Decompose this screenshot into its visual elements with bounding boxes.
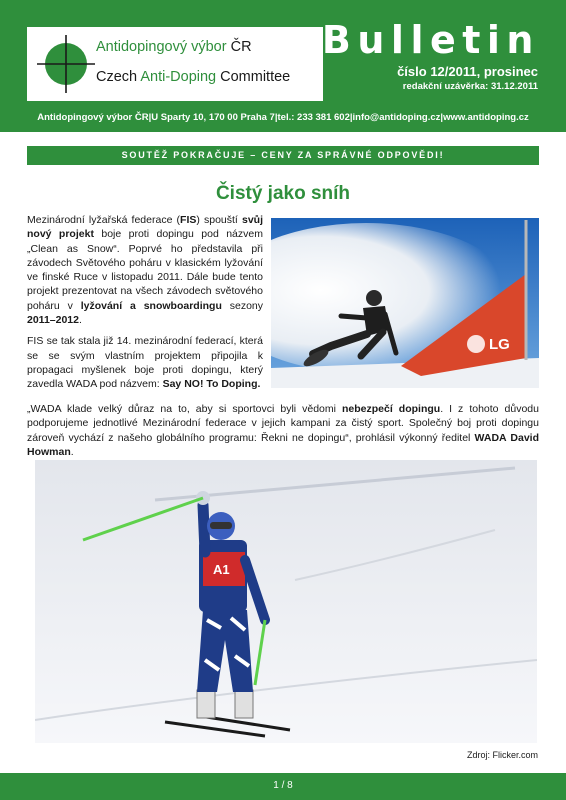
photo-source: Zdroj: Flicker.com: [466, 750, 538, 760]
bulletin-title: Bulletin: [321, 18, 540, 62]
logo-text-czech: Antidopingový výbor ČR: [96, 39, 252, 55]
page-footer: [0, 773, 566, 800]
article-paragraph-3: „WADA klade velký důraz na to, aby si sportovci byli vědomi nebezpečí dopingu. I z tohoto důvodu podporujeme jednotlivé Mezinárodní federace v jejich kampani za čistý sport. Společný boj proti dopingu zároveň vychází z našeho globálního programu: Řekni ne dopingu“, prohlásil výkonný ředitel WADA David Howman.: [27, 403, 540, 458]
lg-sign: LG: [489, 336, 510, 353]
article-headline: Čistý jako sníh: [215, 183, 351, 204]
contact-line: Antidopingový výbor ČR|U Sparty 10, 170 00 Praha 7|tel.: 233 381 602|info@antidoping.cz|www.antidoping.cz: [37, 112, 529, 123]
issue-number: číslo 12/2011, prosinec: [397, 64, 538, 79]
article-column: [27, 213, 263, 399]
page-number: 1 / 8: [273, 780, 293, 791]
logo: [27, 27, 323, 101]
snowboarder-photo: [271, 218, 539, 388]
logo-mark-icon: [33, 33, 99, 95]
editorial-deadline: redakční uzávěrka: 31.12.2011: [402, 81, 538, 92]
contest-banner: SOUTĚŽ POKRAČUJE – CENY ZA SPRÁVNÉ ODPOVĚDI!: [27, 146, 539, 165]
header-band: [0, 0, 566, 132]
race-bib-number: A1: [213, 562, 230, 577]
skier-photo: [35, 460, 537, 743]
logo-text-english: Czech Anti-Doping Committee: [96, 69, 291, 85]
article-paragraph-2: FIS se tak stala již 14. mezinárodní federací, která se se svým vlastním projektem připojila k propagaci myšlenek boje proti dopingu, který zavedla WADA pod názvem: Say NO! To Doping.: [27, 335, 263, 391]
article-paragraph-1: Mezinárodní lyžařská federace (FIS) spouští svůj nový projekt boje proti dopingu pod názvem „Clean as Snow“. Poprvé ho představila při závodech Světového poháru v klasickém lyžování ve finské Ruce v listopadu 2011. Dále bude tento projekt prezentovat na všech závodech světového poháru v lyžování a snowboardingu sezony 2011–2012.: [27, 214, 263, 327]
